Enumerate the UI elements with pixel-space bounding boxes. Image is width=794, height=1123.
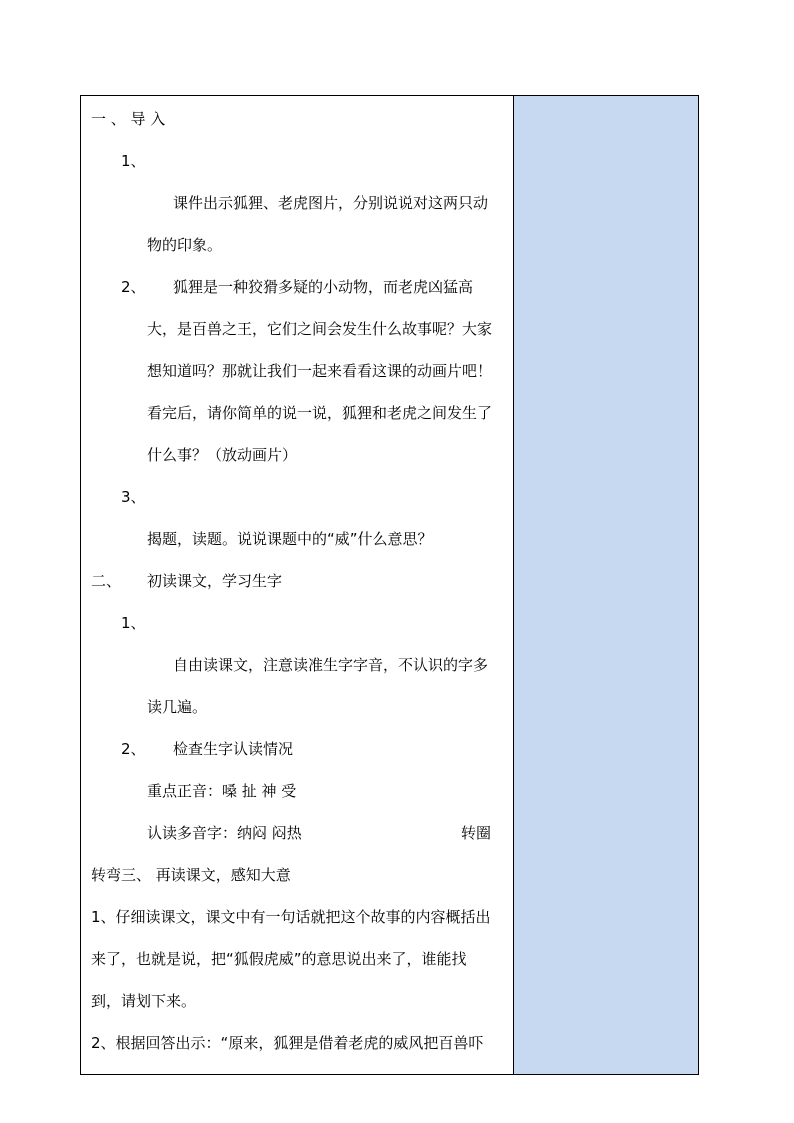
paragraph-line: 什么事？（放动画片） — [147, 446, 298, 464]
paragraph-line: 1、仔细读课文，课文中有一句话就把这个故事的内容概括出 — [91, 908, 491, 926]
polyphone-line: 认读多音字：纳闷 闷热 — [147, 824, 302, 842]
item-number: 2、 — [121, 278, 146, 296]
paragraph-line: 揭题，读题。说说课题中的“威”什么意思？ — [147, 530, 433, 548]
pronunciation-line: 重点正音：嗓 扯 神 受 — [147, 782, 297, 800]
item-number: 3、 — [121, 488, 146, 506]
paragraph-line: 大，是百兽之王，它们之间会发生什么故事呢？大家 — [147, 320, 493, 338]
paragraph-line: 来了，也就是说，把“狐假虎威”的意思说出来了，谁能找 — [91, 950, 467, 968]
paragraph-line: 读几遍。 — [147, 698, 208, 716]
paragraph-line: 看完后，请你简单的说一说，狐狸和老虎之间发生了 — [147, 404, 493, 422]
paragraph-line: 狐狸是一种狡猾多疑的小动物，而老虎凶猛高 — [173, 278, 474, 296]
lesson-content-column — [81, 96, 514, 1074]
paragraph-line: 到，请划下来。 — [91, 992, 197, 1010]
paragraph-line: 自由读课文，注意读准生字字音，不认识的字多 — [173, 656, 489, 674]
item-number: 1、 — [121, 614, 146, 632]
lesson-table — [80, 95, 699, 1075]
paragraph-line: 物的印象。 — [147, 236, 223, 254]
paragraph-line: 检查生字认读情况 — [173, 740, 294, 758]
paragraph-line: 课件出示狐狸、老虎图片，分别说说对这两只动 — [173, 194, 489, 212]
paragraph-line: 2、根据回答出示：“原来，狐狸是借着老虎的威风把百兽吓 — [91, 1034, 484, 1052]
paragraph-line: 想知道吗？那就让我们一起来看看这课的动画片吧！ — [147, 362, 493, 380]
section-heading-intro: 一 、 导 入 — [91, 110, 166, 128]
item-number: 1、 — [121, 152, 146, 170]
polyphone-word: 转圈 — [461, 824, 492, 842]
section-heading-reread: 转弯三、 再读课文，感知大意 — [91, 866, 291, 884]
notes-column — [514, 96, 698, 1074]
item-number: 2、 — [121, 740, 146, 758]
section-heading-reading: 初读课文，学习生字 — [147, 572, 283, 590]
section-heading-number: 二、 — [91, 572, 122, 590]
